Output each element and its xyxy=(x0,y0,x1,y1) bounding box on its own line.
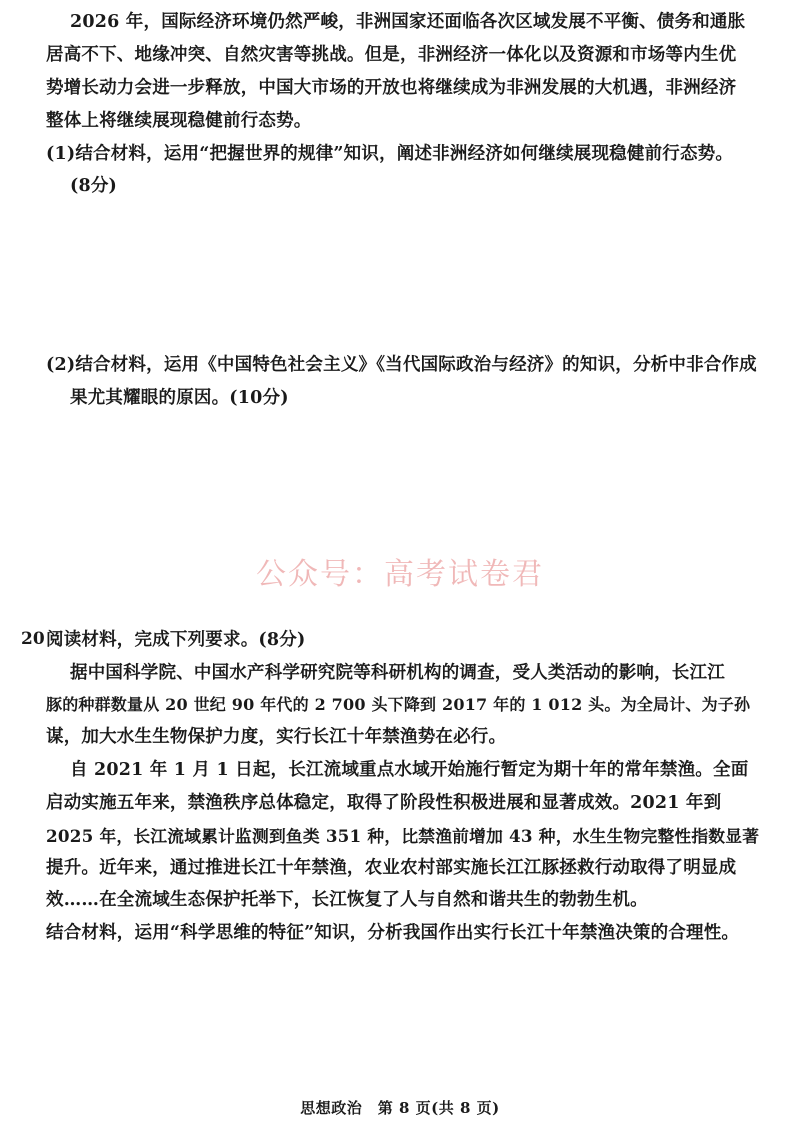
q20-task: 结合材料，运用“科学思维的特征”知识，分析我国作出实行长江十年禁渔决策的合理性。 xyxy=(46,923,740,943)
q20-para2-line-2: 启动实施五年来，禁渔秩序总体稳定，取得了阶段性积极进展和显著成效。2021 年到 xyxy=(46,793,722,813)
q20-para2-line-3: 2025 年，长江流域累计监测到鱼类 351 种，比禁渔前增加 43 种，水生生物完整性指数显著 xyxy=(46,826,760,846)
q19-sub2-line-1: (2)结合材料，运用《中国特色社会主义》《当代国际政治与经济》的知识，分析中非合作成 xyxy=(46,355,757,375)
q20-number: 20 xyxy=(21,629,45,649)
q20-heading: 阅读材料，完成下列要求。(8分) xyxy=(46,630,306,650)
watermark: 公众号：高考试卷君 xyxy=(256,557,544,592)
q20-para1-line-3: 谋，加大水生生物保护力度，实行长江十年禁渔势在必行。 xyxy=(46,727,507,747)
q20-para2-line-1: 自 2021 年 1 月 1 日起，长江流域重点水域开始施行暂定为期十年的常年禁渔。全面 xyxy=(70,760,749,780)
q20-para1-line-2: 豚的种群数量从 20 世纪 90 年代的 2 700 头下降到 2017 年的 1 012 头。为全局计、为子孙 xyxy=(46,695,751,714)
q20-para2-line-4: 提升。近年来，通过推进长江十年禁渔，农业农村部实施长江江豚拯救行动取得了明显成 xyxy=(46,858,737,878)
q19-sub2-line-2: 果尤其耀眼的原因。(10分) xyxy=(70,388,289,408)
q19-material-line-3: 势增长动力会进一步释放，中国大市场的开放也将继续成为非洲发展的大机遇，非洲经济 xyxy=(46,78,737,98)
q19-material-line-4: 整体上将继续展现稳健前行态势。 xyxy=(46,111,312,131)
q19-material-line-2: 居高不下、地缘冲突、自然灾害等挑战。但是，非洲经济一体化以及资源和市场等内生优 xyxy=(46,45,737,65)
q19-sub1-line-1: (1)结合材料，运用“把握世界的规律”知识，阐述非洲经济如何继续展现稳健前行态势。 xyxy=(46,144,734,164)
q19-material-line-1: 2026 年，国际经济环境仍然严峻，非洲国家还面临各次区域发展不平衡、债务和通胀 xyxy=(70,12,746,32)
q20-para1-line-1: 据中国科学院、中国水产科学研究院等科研机构的调查，受人类活动的影响，长江江 xyxy=(70,663,725,683)
page-footer: 思想政治 第 8 页(共 8 页) xyxy=(300,1099,500,1117)
q20-para2-line-5: 效……在全流域生态保护托举下，长江恢复了人与自然和谐共生的勃勃生机。 xyxy=(46,890,648,910)
q19-sub1-line-2: (8分) xyxy=(70,176,118,196)
